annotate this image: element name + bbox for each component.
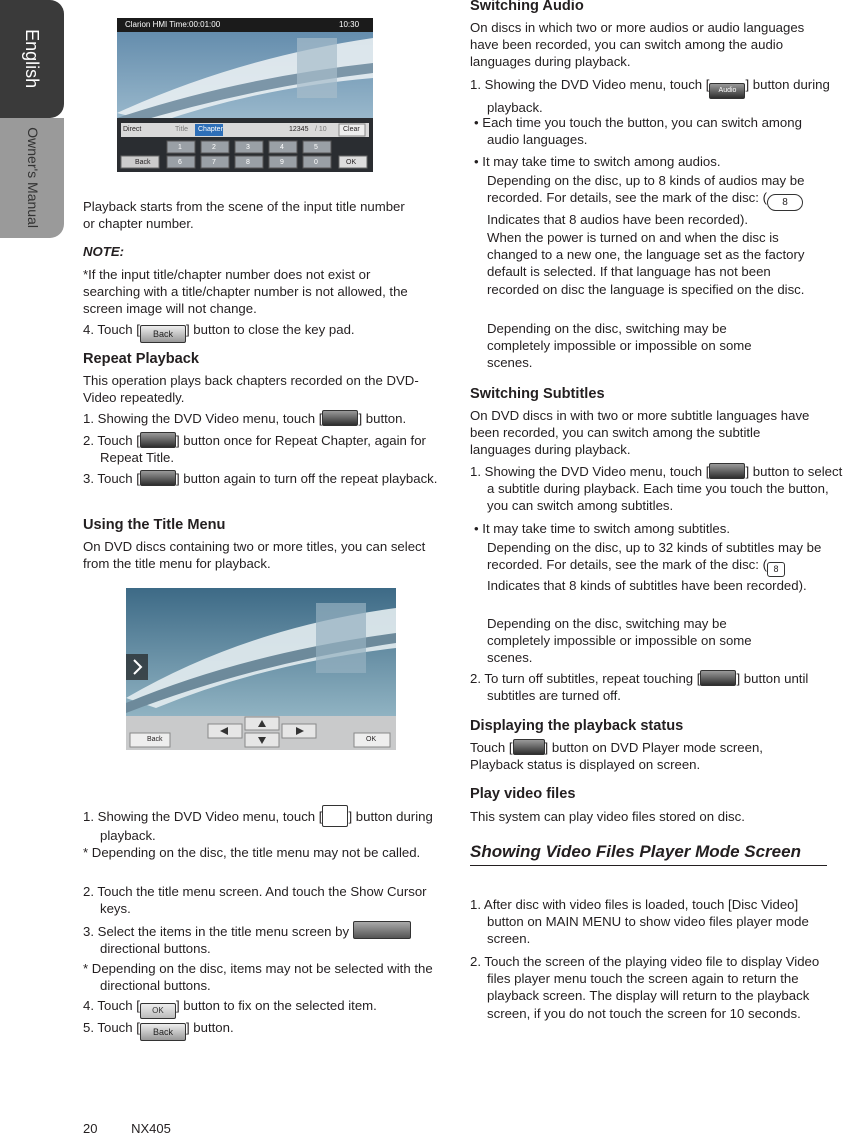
subtitle-heading: Switching Subtitles [470,386,605,402]
direct-label: Direct [123,126,142,133]
video-files-section-title: Showing Video Files Player Mode Screen [470,841,827,866]
menu-step-2: 2. Touch the title menu screen. And touch the Show Cursor keys. [83,884,427,917]
key-7[interactable]: 7 [212,159,216,166]
key-3[interactable]: 3 [246,144,250,151]
repeat-button-icon [322,410,358,426]
ok-button[interactable]: OK [346,159,357,166]
subtitle-step-1: 1. Showing the DVD Video menu, touch [ ] button to select a subtitle during playback. Each time you touch the button, you can switch among subtitles. [470,464,843,514]
status-button-icon [513,739,545,755]
page-number: 20 [83,1121,98,1136]
menu-step-1-note: * Depending on the disc, the title menu may not be called. [83,845,421,860]
menu-step-3: 3. Select the items in the title menu screen by directional buttons. [83,921,460,957]
subtitle-step-2: 2. To turn off subtitles, repeat touching [ ] button until subtitles are turned off. [470,671,809,704]
menu-button-icon [322,805,348,827]
back-button[interactable]: Back [135,159,151,166]
audio-desc: On discs in which two or more audios or audio languages have been recorded, you can switch among the audio languages during playback. [470,20,805,70]
audio-bullet-2: • It may take time to switch among audios. [474,154,721,169]
chapter-tab[interactable]: Chapter [198,126,223,133]
note-text: *If the input title/chapter number does not exist or searching with a title/chapter number is not allowed, the screen image will not change. [83,267,408,317]
subtitle-bullet-1: • It may take time to switch among subtitles. [474,521,731,536]
play-video-heading: Play video files [470,786,576,802]
key-4[interactable]: 4 [280,144,284,151]
audio-step-1: 1. Showing the DVD Video menu, touch [ Audio ] button during playback. [470,77,830,115]
audio-disc-mark-icon: 8 [767,194,803,211]
repeat-step-3: 3. Touch [ ] button again to turn off the repeat playback. [83,471,438,486]
title-menu-heading: Using the Title Menu [83,517,226,533]
audio-note-3: Depending on the disc, switching may be completely impossible or impossible on some scenes. [487,321,752,371]
language-label: English [22,29,43,89]
menu-step-3-note: * Depending on the disc, items may not be selected with the directional buttons. [83,961,433,994]
play-video-desc: This system can play video files stored on disc. [470,809,745,824]
number-total: / 10 [315,126,327,133]
clear-button[interactable]: Clear [343,126,360,133]
clock-text: 10:30 [339,20,360,29]
key-2[interactable]: 2 [212,144,216,151]
key-8[interactable]: 8 [246,159,250,166]
repeat-heading: Repeat Playback [83,351,200,367]
title-menu-desc: On DVD discs containing two or more titles, you can select from the title menu for playback. [83,539,426,572]
title-menu-screen-graphic [126,588,396,750]
repeat-desc: This operation plays back chapters recorded on the DVD-Video repeatedly. [83,373,419,406]
menu-ok-button[interactable]: OK [366,736,377,743]
menu-step-4: 4. Touch [ OK ] button to fix on the selected item. [83,997,450,1019]
repeat-step-1: 1. Showing the DVD Video menu, touch [ ] button. [83,411,407,426]
repeat-button-icon [140,432,176,448]
subtitle-disc-mark-icon: 8 [767,562,785,577]
keypad-screenshot [117,18,373,172]
audio-note-2: When the power is turned on and when the disc is changed to a new one, the language set as the factory default is selected. If that language has not been recorded on disc the language is specified on the disc. [487,230,805,297]
page-footer [83,1120,171,1137]
repeat-step-2: 2. Touch [ ] button once for Repeat Chapter, again for Repeat Title. [83,433,426,466]
key-9[interactable]: 9 [280,159,284,166]
menu-back-button[interactable]: Back [147,736,163,743]
video-step-2: 2. Touch the screen of the playing video file to display Video files player menu touch the screen again to return the playback screen. The display will return to the playback screen, if you do not touch the screen for 10 seconds. [470,954,820,1021]
audio-heading: Switching Audio [470,0,584,14]
menu-step-5: 5. Touch [ Back ] button. [83,1019,450,1041]
status-bar-text: Clarion HMI Time:00:01:00 [125,20,221,29]
subtitle-note-2: Depending on the disc, switching may be completely impossible or impossible on some scenes. [487,616,752,666]
keypad-screen-graphic [117,18,373,172]
back-button-icon: Back [140,1023,186,1041]
number-input: 12345 [289,126,309,133]
back-button-icon: Back [140,325,186,343]
audio-note-1: Depending on the disc, up to 8 kinds of audios may be recorded. For details, see the mark of the disc: ( 8Indicates that 8 audios have been recorded). [487,173,805,228]
key-1[interactable]: 1 [178,144,182,151]
menu-step-1: 1. Showing the DVD Video menu, touch [ ] button during playback. [83,805,450,844]
title-tab[interactable]: Title [175,126,188,133]
subtitle-desc: On DVD discs in with two or more subtitle languages have been recorded, you can switch among the subtitle languages during playback. [470,408,810,458]
audio-button-icon: Audio [709,83,745,99]
step-4: 4. Touch [ Back ] button to close the key pad. [83,321,450,343]
key-5[interactable]: 5 [314,144,318,151]
audio-bullet-1: • Each time you touch the button, you can switch among audio languages. [474,115,802,148]
directional-buttons-icon [353,921,411,939]
subtitle-button-icon [709,463,745,479]
note-label: NOTE: [83,244,125,259]
status-desc: Touch [ ] button on DVD Player mode screen, Playback status is displayed on screen. [470,740,763,773]
key-0[interactable]: 0 [314,159,318,166]
title-menu-screenshot [126,588,396,750]
subtitle-button-icon [700,670,736,686]
key-6[interactable]: 6 [178,159,182,166]
ok-button-icon: OK [140,1003,176,1019]
model-name: NX405 [131,1121,171,1136]
manual-label: Owner's Manual [24,127,41,229]
status-heading: Displaying the playback status [470,718,684,734]
subtitle-note-1: Depending on the disc, up to 32 kinds of subtitles may be recorded. For details, see the mark of the disc: ( 8Indicates that 8 kinds of subtitles have been recorded). [487,540,822,594]
video-step-1: 1. After disc with video files is loaded, touch [Disc Video] button on MAIN MENU to show video files player mode screen. [470,897,809,947]
playback-intro: Playback starts from the scene of the input title number or chapter number. [83,199,405,232]
repeat-button-icon [140,470,176,486]
